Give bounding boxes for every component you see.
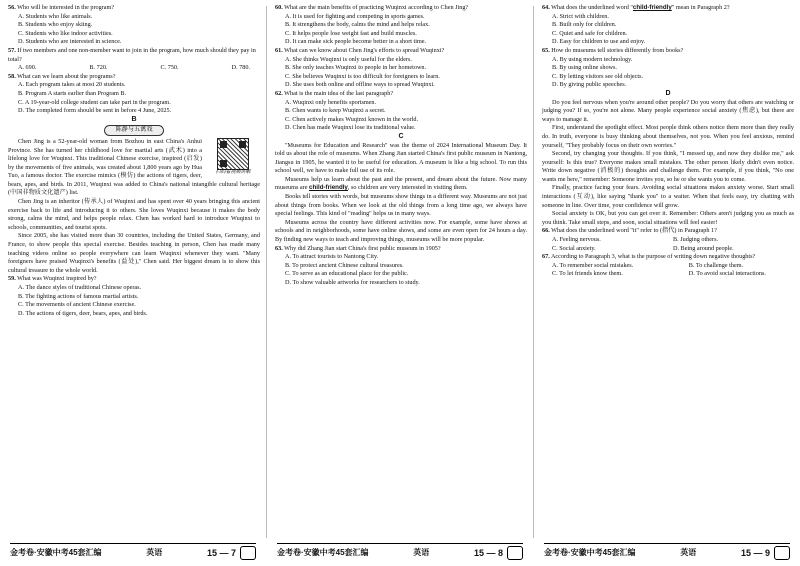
option: D. She uses both online and offline ways to spread Wuqinxi. (285, 81, 435, 89)
question-62: 62. What is the main idea of the last paragraph? (275, 89, 394, 97)
footer-title: 金考卷·安徽中考45套汇编 (544, 547, 636, 557)
option: D. To show valuable artworks for researchers to study. (285, 279, 420, 286)
footer-subject: 英语 (680, 547, 697, 557)
option: C. Quiet and safe for children. (552, 29, 628, 37)
option: C. By letting visitors see old objects. (552, 72, 644, 80)
option: D. By giving public speeches. (552, 81, 627, 89)
footer-title: 金考卷·安徽中考45套汇编 (277, 547, 369, 557)
option: C. A 19-year-old college student can take part in the program. (18, 98, 171, 106)
question-64: 64. What does the underlined word "child-friendly" mean in Paragraph 2? (542, 4, 730, 11)
option: B. By using online shows. (552, 64, 617, 72)
passage-paragraph: Museums help us learn about the past and the present, and dream about the future. Now many museums are child-friendly, so children are very interested in visiting them. (275, 175, 527, 192)
option: B. Built only for children. (552, 21, 617, 29)
passage-paragraph: "Museums for Education and Research" was the theme of 2024 International Museum Day. It told us about the role of museums. When Zhang Jian started China's first public museum in Nantong, Jiangsu in 1905, he wanted it to be useful for education. A museum is like a big school. To run this school well, we have to make full use of its role. (275, 141, 527, 175)
underlined-word: child-friendly (309, 184, 348, 192)
passage-paragraph: Museums across the country have different activities now. For example, some have shows at schools and in neighborhoods, some have online shows, and some are even open for 24 hours a day. By finding new ways to teach and improving things, museums will be more popular. (275, 218, 527, 244)
option: B. She only teaches Wuqinxi to people in her hometown. (285, 64, 427, 72)
option: C. To let friends know them. (552, 270, 623, 278)
question-56: 56. Who will be interested in the program? (8, 4, 115, 11)
option: A. She thinks Wuqinxi is only useful for the elders. (285, 55, 412, 63)
question-66: 66. What does the underlined word "it" refer to (指代) in Paragraph 1? (542, 227, 717, 235)
option: B. To challenge them. (688, 261, 744, 269)
option: D. Chen has made Wuqinxi lose its traditional value. (285, 124, 416, 132)
section-heading: B (131, 115, 137, 123)
option: B. Students who enjoy skiing. (18, 21, 93, 29)
passage-paragraph: Social anxiety is OK, but you can get over it. Remember: Others aren't judging you as much as you think. Take small steps, and soon, social situations will feel easier! (542, 210, 794, 226)
publisher-logo-icon (774, 546, 790, 560)
page-15-9 (534, 0, 800, 566)
passage-paragraph: Chen Jing is an inheritor (传承人) of Wuqinxi and has spent over 40 years bringing this ancient exercise back to life and introducing it to others. She loves Wuqinxi because it makes the body strong, calms the mind, and helps people relax. Chen has worked hard to introduce Wuqinxi to schools, communities, and tourist spots. (8, 198, 260, 231)
option: B. 720. (89, 64, 108, 72)
option: B. To protect ancient Chinese cultural treasures. (285, 261, 404, 269)
footer-subject: 英语 (146, 547, 163, 557)
page-number: 15 — 8 (473, 547, 503, 558)
page-15-7 (0, 0, 266, 566)
question-61: 61. What can we know about Chen Jing's efforts to spread Wuqinxi? (275, 46, 445, 54)
option: A. To attract tourists to Nantong City. (285, 253, 379, 261)
option: A. To remember social mistakes. (552, 261, 634, 269)
option: B. Chen wants to keep Wuqinxi a secret. (285, 107, 386, 115)
option: D. Being around people. (673, 244, 734, 252)
qr-code-icon[interactable] (217, 138, 249, 170)
option: D. It can make sick people become better in a short time. (285, 38, 427, 46)
option: C. To serve as an educational place for the public. (285, 270, 409, 278)
option: C. Students who like indoor activities. (18, 29, 113, 37)
question-59: 59. What was Wuqinxi inspired by? (8, 275, 97, 283)
question-57: 57. If two members and one non-member want to join in the program, how much should they pay in total? (8, 46, 256, 63)
option-row (8, 64, 260, 73)
publisher-logo-icon (240, 546, 256, 560)
option: C. She believes Wuqinxi is too difficult for foreigners to learn. (285, 72, 440, 80)
section-heading: C (398, 132, 404, 140)
passage-paragraph: Finally, practice facing your fears. Avoiding social situations makes anxiety worse. Start small interactions (互动), like saying "thank you" to a waiter. When that feels easy, try chatting with someone in line. Over time, your confidence will grow. (542, 184, 794, 209)
passage-paragraph: First, understand the spotlight effect. Most people think others notice them more than they really do. In truth, everyone is busy thinking about themselves, not you. When you feel anxious, remind yourself, "They probably focus on their own worries." (542, 124, 794, 149)
option: A. It is used for fighting and competing in sports games. (285, 12, 425, 20)
qr-caption: 扫码看视频讲解 (215, 169, 251, 175)
option: D. The completed form should be sent in before 4 June, 2025. (18, 107, 172, 115)
option: D. Easy for children to use and enjoy. (552, 38, 646, 46)
option: A. Students who like animals. (18, 12, 93, 20)
option-grid (542, 262, 794, 279)
footer-subject: 英语 (413, 547, 430, 557)
underlined-word: child-friendly (632, 4, 672, 11)
option: B. Program A starts earlier than Program B. (18, 89, 127, 97)
question-60: 60. What are the main benefits of practicing Wuqinxi according to Chen Jing? (275, 4, 469, 11)
question-63: 63. Why did Zhang Jian start China's first public museum in 1905? (275, 244, 441, 252)
passage-paragraph: Second, try changing your thoughts. If you think, "I messed up, and now they dislike me," ask yourself: Is this true? Everyone makes small mistakes. The other person likely didn't even notice. Write down negative (消极的) thoughts and challenge them. For example, if you think, "No one wants me here," remember: Someone invites you, so he or she wants you to come. (542, 150, 794, 183)
option: D. Students who are interested in science. (18, 38, 122, 46)
passage-paragraph: Since 2005, she has visited more than 30 countries, including the United States, Germany, and France, to show people this special exercise. Besides teaching in person, Chen has made many teaching videos online so people everywhere can learn Wuqinxi whenever they want. "Many foreigners have praised Wuqinxi's benefits (益处)," Chen said. Her biggest dream is to show this cultural treasure to the whole world. (8, 232, 260, 274)
page-15-8 (267, 0, 533, 566)
footer-title: 金考卷·安徽中考45套汇编 (10, 547, 102, 557)
page-footer (277, 543, 523, 562)
question-67: 67. According to Paragraph 3, what is the purpose of writing down negative thoughts? (542, 253, 756, 261)
option: A. 690. (18, 64, 37, 72)
option-grid (542, 236, 794, 253)
option: D. The actions of tigers, deer, bears, apes, and birds. (18, 309, 148, 317)
page-footer (10, 543, 256, 562)
passage-banner: 陈静与五禽戏 (8, 125, 260, 136)
publisher-logo-icon (507, 546, 523, 560)
option: B. It strengthens the body, calms the mind and helps relax. (285, 21, 430, 29)
option: C. The movements of ancient Chinese exercise. (18, 301, 136, 309)
option: B. The fighting actions of famous martial artists. (18, 292, 139, 300)
option: C. 750. (160, 64, 179, 72)
option: C. It helps people lose weight fast and build muscles. (285, 29, 417, 37)
option: A. Feeling nervous. (552, 236, 601, 244)
option: A. Each program takes at most 20 students. (18, 81, 126, 89)
option: C. Social anxiety. (552, 244, 596, 252)
option: A. Strict with children. (552, 12, 609, 20)
option: A. The dance styles of traditional Chinese operas. (18, 284, 142, 291)
page-number: 15 — 9 (740, 547, 770, 558)
passage-paragraph: Books tell stories with words, but museums show things in a different way. Museums are not just about things from books. When we look at the old things from a long time ago, we always have special feelings. This kind of "reading" helps us in many ways. (275, 193, 527, 218)
passage-paragraph: Chen Jing is a 52-year-old woman from Bozhou in east China's Anhui Province. She has turned her childhood love for martial arts (武术) into a lifelong love for Wuqinxi. This traditional Chinese exercise, inspired (启发) by the movements of five animals, was created about 1,800 years ago by Hua Tuo, a famous doctor. The exercise mimics (模仿) the actions of tigers, deer, bears, apes, and birds. In 2011, Wuqinxi was added to China's national intangible cultural heritage (中国非物质文化遗产) list. (8, 137, 260, 197)
option: C. Chen actively makes Wuqinxi known in the world. (285, 115, 418, 123)
option: D. To avoid social interactions. (688, 270, 766, 278)
qr-code-block[interactable] (206, 138, 260, 176)
option: D. 780. (231, 64, 250, 72)
question-58: 58. What can we learn about the programs? (8, 72, 116, 80)
question-65: 65. How do museums tell stories differently from books? (542, 46, 684, 54)
option: B. Judging others. (673, 236, 719, 244)
page-footer (544, 543, 790, 562)
passage-paragraph: Do you feel nervous when you're around other people? Do you worry that others are watching or judging you? If so, you're not alone. Many people experience social anxiety (焦虑), but there are ways to manage it. (542, 98, 794, 123)
section-heading: D (665, 89, 671, 97)
page-number: 15 — 7 (206, 547, 236, 558)
option: A. Wuqinxi only benefits sportsmen. (285, 98, 377, 106)
option: A. By using modern technology. (552, 55, 633, 63)
